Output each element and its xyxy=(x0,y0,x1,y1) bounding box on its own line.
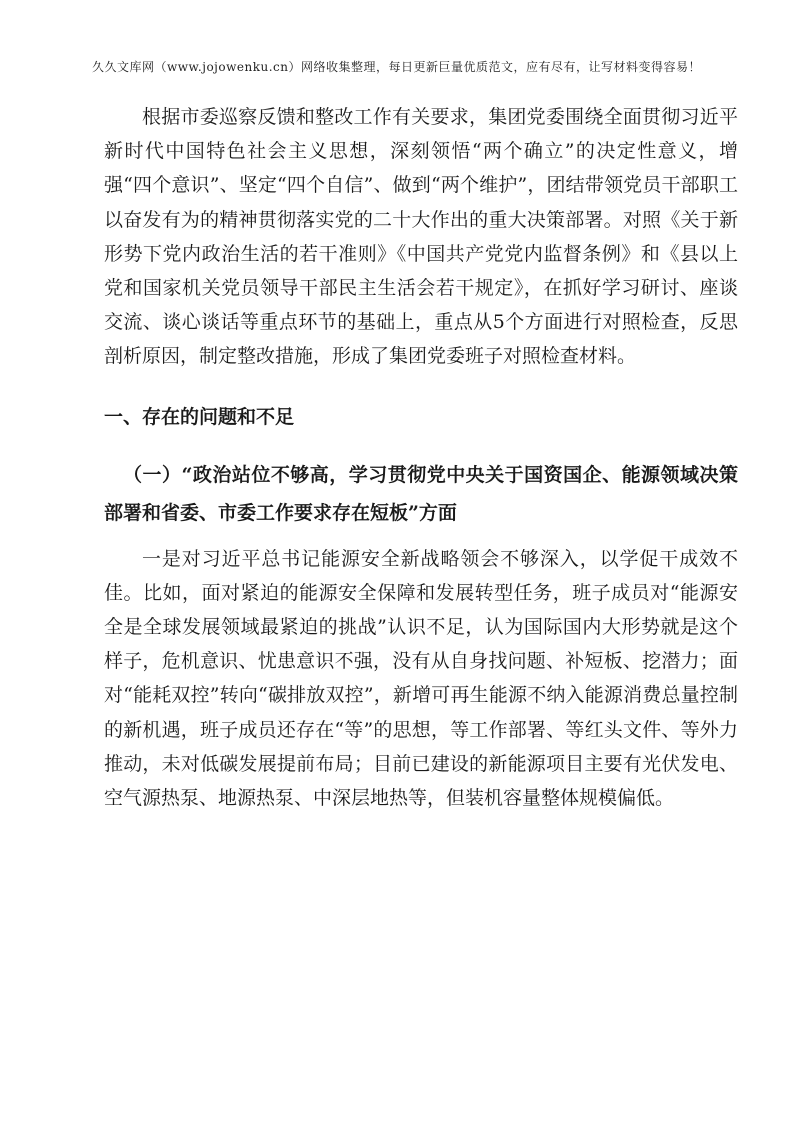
intro-paragraph: 根据市委巡察反馈和整改工作有关要求，集团党委围绕全面贯彻习近平新时代中国特色社会主义思想，深刻领悟“两个确立”的决定性意义，增强“四个意识”、坚定“四个自信”、做到“两个维护”，团结带领党员干部职工以奋发有为的精神贯彻落实党的二十大作出的重大决策部署。对照《关于新形势下党内政治生活的若干准则》《中国共产党党内监督条例》和《县以上党和国家机关党员领导干部民主生活会若干规定》，在抓好学习研讨、座谈交流、谈心谈话等重点环节的基础上，重点从5个方面进行对照检查，反思剖析原因，制定整改措施，形成了集团党委班子对照检查材料。 xyxy=(104,106,738,368)
header-note: 久久文库网（www.jojowenku.cn）网络收集整理，每日更新巨量优质范文，应有尽有，让写材料变得容易！ xyxy=(92,60,701,74)
section-heading: 一、存在的问题和不足 xyxy=(104,405,295,428)
subsection-heading: （一）“政治站位不够高，学习贯彻党中央关于国资国企、能源领域决策部署和省委、市委工作要求存在短板”方面 xyxy=(104,463,738,524)
document-body xyxy=(104,100,738,815)
body-paragraph: 一是对习近平总书记能源安全新战略领会不够深入，以学促干成效不佳。比如，面对紧迫的能源安全保障和发展转型任务，班子成员对“能源安全是全球发展领域最紧迫的挑战”认识不足，认为国际国内大形势就是这个样子，危机意识、忧患意识不强，没有从自身找问题、补短板、挖潜力；面对“能耗双控”转向“碳排放双控”，新增可再生能源不纳入能源消费总量控制的新机遇，班子成员还存在“等”的思想，等工作部署、等红头文件、等外力推动，未对低碳发展提前布局；目前已建设的新能源项目主要有光伏发电、空气源热泵、地源热泵、中深层地热等，但装机容量整体规模偏低。 xyxy=(104,547,738,810)
